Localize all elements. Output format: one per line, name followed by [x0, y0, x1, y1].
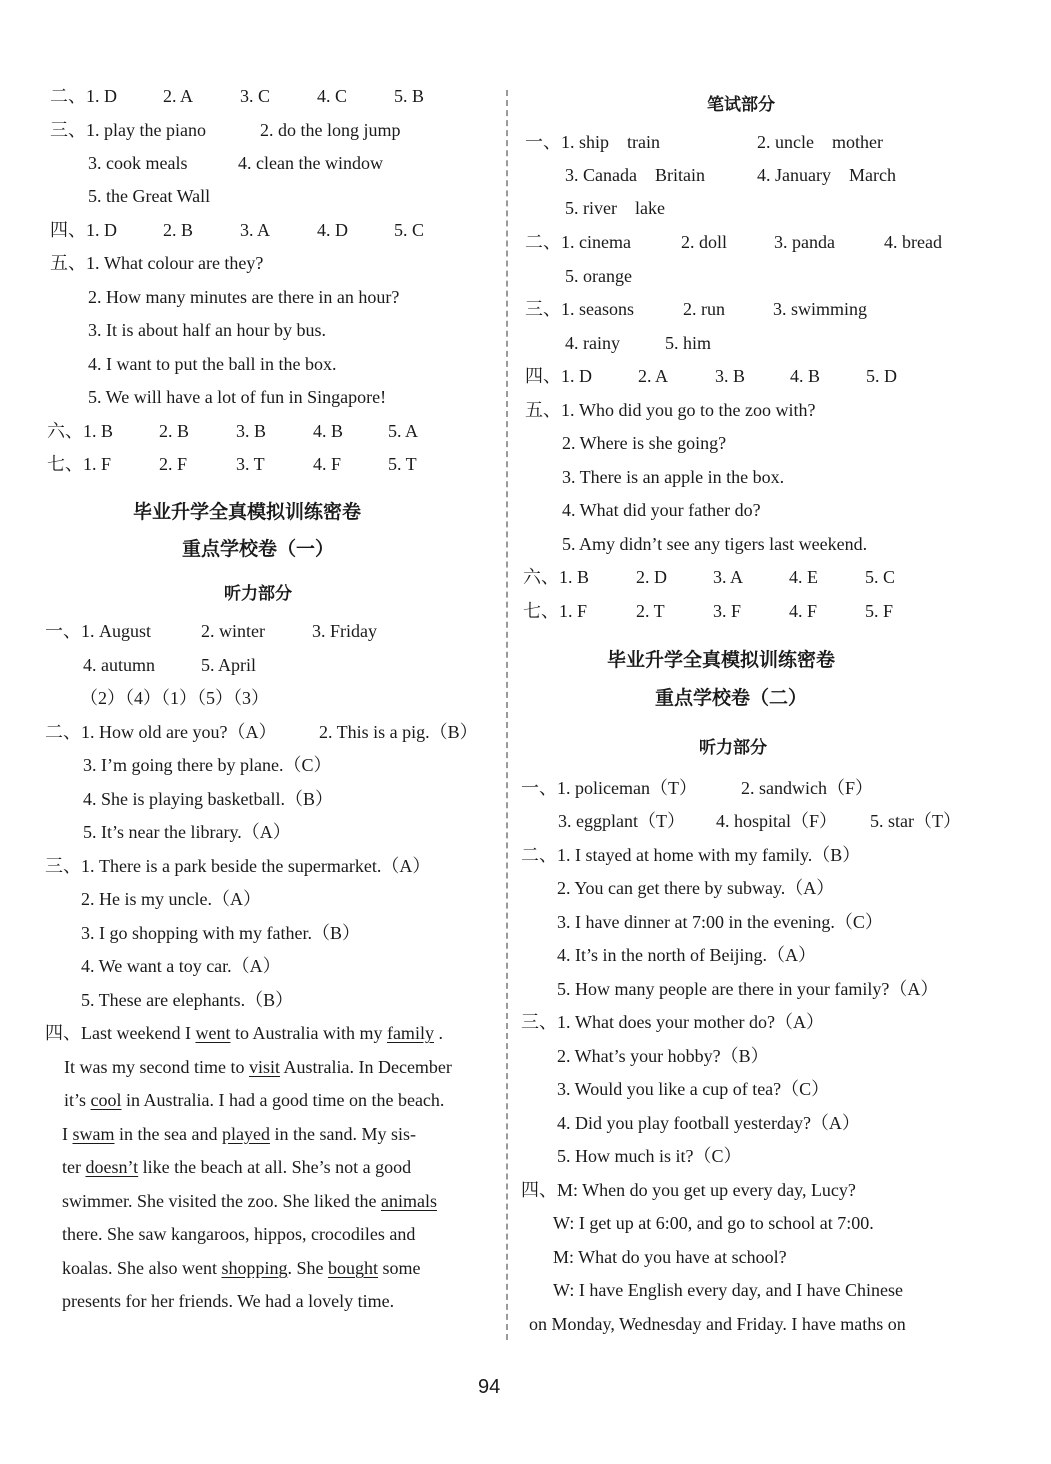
passage-line	[62, 1189, 437, 1213]
answer-item: 2. D	[636, 567, 667, 587]
answer-item: 5. star（T）	[870, 811, 961, 831]
passage-text: to Australia with my	[230, 1023, 387, 1043]
answer-item: 一、1. ship train	[525, 132, 660, 152]
filled-blank: animals	[380, 1191, 437, 1211]
answer-item: 4. hospital（F）	[716, 811, 838, 831]
answer-item: 5. C	[394, 220, 425, 240]
answer-item: 二、1. How old are you?（A）	[45, 722, 277, 742]
dialogue-line: on Monday, Wednesday and Friday. I have maths on	[529, 1314, 906, 1334]
filled-blank: went	[195, 1023, 231, 1043]
answer-item: 2. What’s your hobby?（B）	[557, 1046, 769, 1066]
passage-line	[62, 1122, 416, 1146]
paper-subtitle: 重点学校卷（一）	[182, 538, 335, 560]
answer-item: 2. T	[636, 601, 665, 621]
passage-line	[62, 1256, 421, 1280]
answer-item: 七、1. F	[47, 454, 112, 474]
answer-item: 3. F	[713, 601, 742, 621]
answer-row-s3-1	[50, 118, 401, 142]
answer-item: 2. uncle mother	[757, 132, 883, 152]
section-heading-listening: 听力部分	[699, 738, 767, 758]
answer-item: 3. panda	[774, 232, 835, 252]
answer-item: 2. Where is she going?	[562, 433, 727, 453]
answer-item: 5. How many people are there in your family?（A）	[557, 979, 939, 999]
answer-row-s4	[50, 218, 424, 242]
answer-item: 四、1. D	[525, 366, 592, 386]
answer-item: 5. D	[866, 366, 897, 386]
answer-item: 4. It’s in the north of Beijing.（A）	[557, 945, 816, 965]
answer-item: 5. the Great Wall	[88, 186, 211, 206]
answer-item: 5. T	[388, 454, 417, 474]
answer-item: 2. run	[683, 299, 725, 319]
dialogue-line: 四、M: When do you get up every day, Lucy?	[521, 1180, 856, 1200]
answer-item: 3. I go shopping with my father.（B）	[81, 923, 360, 943]
answer-item: 4. D	[317, 220, 348, 240]
answer-row-rl1-1	[521, 776, 873, 800]
answer-item: 四、1. D	[50, 220, 117, 240]
passage-line: presents for her friends. We had a lovely time.	[62, 1291, 395, 1311]
answer-row-w2-1	[525, 230, 942, 254]
answer-item: 3. B	[236, 421, 267, 441]
filled-blank: swam	[72, 1124, 115, 1144]
answer-row-w1-2	[565, 163, 896, 187]
answer-item: 六、1. B	[47, 421, 114, 441]
passage-text: It was my second time to	[64, 1057, 249, 1077]
passage-line	[45, 1021, 443, 1045]
dialogue-line: W: I have English every day, and I have Chinese	[553, 1280, 904, 1300]
column-divider	[506, 90, 508, 1340]
answer-item: 4. She is playing basketball.（B）	[83, 789, 333, 809]
answer-item: 4. E	[789, 567, 818, 587]
answer-item: 五、1. What colour are they?	[50, 253, 264, 273]
answer-item: 2. B	[163, 220, 194, 240]
paper-title: 毕业升学全真模拟训练密卷	[607, 649, 836, 671]
passage-text: in Australia. I had a good time on the beach.	[121, 1090, 445, 1110]
answer-item: 二、1. cinema	[525, 232, 631, 252]
answer-item: 2. How many minutes are there in an hour?	[88, 287, 400, 307]
answer-row-l1-2	[83, 653, 256, 677]
answer-item: 三、1. What does your mother do?（A）	[521, 1012, 824, 1032]
answer-item: 3. cook meals	[88, 153, 188, 173]
answer-item: （2）（4）（1）（5）（3）	[80, 688, 269, 708]
passage-text: I	[62, 1124, 73, 1144]
passage-text: in the sea and	[114, 1124, 222, 1144]
answer-item: 五、1. Who did you go to the zoo with?	[525, 400, 816, 420]
answer-item: 三、1. play the piano	[50, 120, 206, 140]
answer-item: 5. Amy didn’t see any tigers last weekend.	[562, 534, 868, 554]
answer-item: 5. C	[865, 567, 896, 587]
answer-row-s2	[50, 84, 424, 108]
answer-item: 3. I’m going there by plane.（C）	[83, 755, 332, 775]
answer-item: 4. rainy	[565, 333, 620, 353]
filled-blank: cool	[90, 1090, 122, 1110]
filled-blank: bought	[327, 1258, 378, 1278]
answer-item: 2. You can get there by subway.（A）	[557, 878, 835, 898]
paper-title: 毕业升学全真模拟训练密卷	[133, 501, 362, 523]
passage-text: some	[378, 1258, 421, 1278]
answer-item: 5. These are elephants.（B）	[81, 990, 294, 1010]
answer-item: 2. A	[163, 86, 194, 106]
answer-item: 4. bread	[884, 232, 942, 252]
answer-row-s6	[47, 419, 418, 443]
answer-item: 3. Canada Britain	[565, 165, 705, 185]
answer-item: 5. April	[201, 655, 257, 675]
answer-item: 一、1. policeman（T）	[521, 778, 697, 798]
answer-item: 4. I want to put the ball in the box.	[88, 354, 337, 374]
answer-row-w6	[523, 565, 895, 589]
section-heading-written: 笔试部分	[707, 95, 775, 115]
paper-subtitle: 重点学校卷（二）	[655, 687, 808, 709]
answer-item: 一、1. August	[45, 621, 152, 641]
answer-item: 4. F	[789, 601, 818, 621]
answer-item: 2. do the long jump	[260, 120, 401, 140]
filled-blank: visit	[248, 1057, 280, 1077]
answer-item: 5. river lake	[565, 198, 665, 218]
answer-item: 4. January March	[757, 165, 896, 185]
answer-row-w3-1	[525, 297, 867, 321]
passage-text: it’s	[64, 1090, 91, 1110]
answer-item: 三、1. There is a park beside the supermarket.（A）	[45, 856, 431, 876]
answer-item: 4. F	[313, 454, 342, 474]
passage-text: like the beach at all. She’s not a good	[138, 1157, 412, 1177]
dialogue-line: W: I get up at 6:00, and go to school at 7:00.	[553, 1213, 874, 1233]
answer-item: 4. B	[313, 421, 344, 441]
answer-item: 2. A	[638, 366, 669, 386]
answer-row-w1-1	[525, 130, 883, 154]
answer-row-s3-2	[88, 151, 383, 175]
passage-text: . She	[287, 1258, 328, 1278]
answer-item: 3. A	[713, 567, 744, 587]
answer-item: 4. Did you play football yesterday?（A）	[557, 1113, 860, 1133]
answer-item: 3. It is about half an hour by bus.	[88, 320, 326, 340]
answer-item: 3. swimming	[773, 299, 868, 319]
passage-text: ter	[62, 1157, 86, 1177]
answer-item: 3. I have dinner at 7:00 in the evening.（C）	[557, 912, 883, 932]
passage-line	[62, 1155, 411, 1179]
answer-item: 5. B	[394, 86, 425, 106]
answer-row-w7	[523, 599, 893, 623]
answer-item: 5. How much is it?（C）	[557, 1146, 742, 1166]
answer-item: 2. F	[159, 454, 188, 474]
answer-item: 二、1. I stayed at home with my family.（B）	[521, 845, 861, 865]
answer-item: 七、1. F	[523, 601, 588, 621]
passage-line	[64, 1088, 444, 1112]
answer-item: 4. What did your father do?	[562, 500, 761, 520]
answer-item: 2. winter	[201, 621, 265, 641]
filled-blank: shopping	[221, 1258, 288, 1278]
answer-item: 二、1. D	[50, 86, 117, 106]
page-number: 94	[478, 1376, 501, 1398]
answer-item: 2. This is a pig.（B）	[319, 722, 478, 742]
answer-item: 2. sandwich（F）	[741, 778, 873, 798]
answer-item: 5. A	[388, 421, 419, 441]
answer-item: 六、1. B	[523, 567, 590, 587]
answer-item: 3. A	[240, 220, 271, 240]
answer-item: 3. B	[715, 366, 746, 386]
answer-row-w3-2	[565, 331, 711, 355]
answer-item: 5. him	[665, 333, 712, 353]
answer-item: 3. C	[240, 86, 271, 106]
passage-text: Australia. In December	[279, 1057, 452, 1077]
passage-text: koalas. She also went	[62, 1258, 222, 1278]
answer-item: 5. orange	[565, 266, 632, 286]
passage-text: in the sand. My sis-	[269, 1124, 416, 1144]
answer-item: 2. He is my uncle.（A）	[81, 889, 261, 909]
answer-row-rl1-2	[558, 809, 961, 833]
answer-item: 3. T	[236, 454, 265, 474]
passage-text: swimmer. She visited the zoo. She liked the	[62, 1191, 381, 1211]
answer-item: 5. It’s near the library.（A）	[83, 822, 291, 842]
answer-item: 4. clean the window	[238, 153, 383, 173]
dialogue-line: M: What do you have at school?	[553, 1247, 787, 1267]
filled-blank: played	[221, 1124, 270, 1144]
answer-row-l2-1	[45, 720, 478, 744]
filled-blank: doesn’t	[85, 1157, 139, 1177]
answer-row-s7	[47, 452, 417, 476]
filled-blank: family	[386, 1023, 434, 1043]
passage-text: 四、Last weekend I	[45, 1023, 196, 1043]
answer-item: 5. We will have a lot of fun in Singapore!	[88, 387, 387, 407]
answer-item: 4. B	[790, 366, 821, 386]
passage-text: .	[433, 1023, 443, 1043]
passage-line: there. She saw kangaroos, hippos, crocodiles and	[62, 1224, 416, 1244]
section-heading-listening: 听力部分	[224, 584, 292, 604]
answer-item: 3. Would you like a cup of tea?（C）	[557, 1079, 830, 1099]
answer-item: 3. eggplant（T）	[558, 811, 685, 831]
passage-line	[64, 1055, 452, 1079]
answer-item: 3. Friday	[312, 621, 377, 641]
answer-item: 5. F	[865, 601, 894, 621]
answer-item: 4. autumn	[83, 655, 155, 675]
answer-item: 3. There is an apple in the box.	[562, 467, 785, 487]
answer-row-l1-1	[45, 619, 377, 643]
answer-item: 4. We want a toy car.（A）	[81, 956, 281, 976]
answer-item: 2. doll	[681, 232, 728, 252]
answer-item: 4. C	[317, 86, 348, 106]
answer-row-w4	[525, 364, 897, 388]
answer-item: 三、1. seasons	[525, 299, 634, 319]
answer-item: 2. B	[159, 421, 190, 441]
